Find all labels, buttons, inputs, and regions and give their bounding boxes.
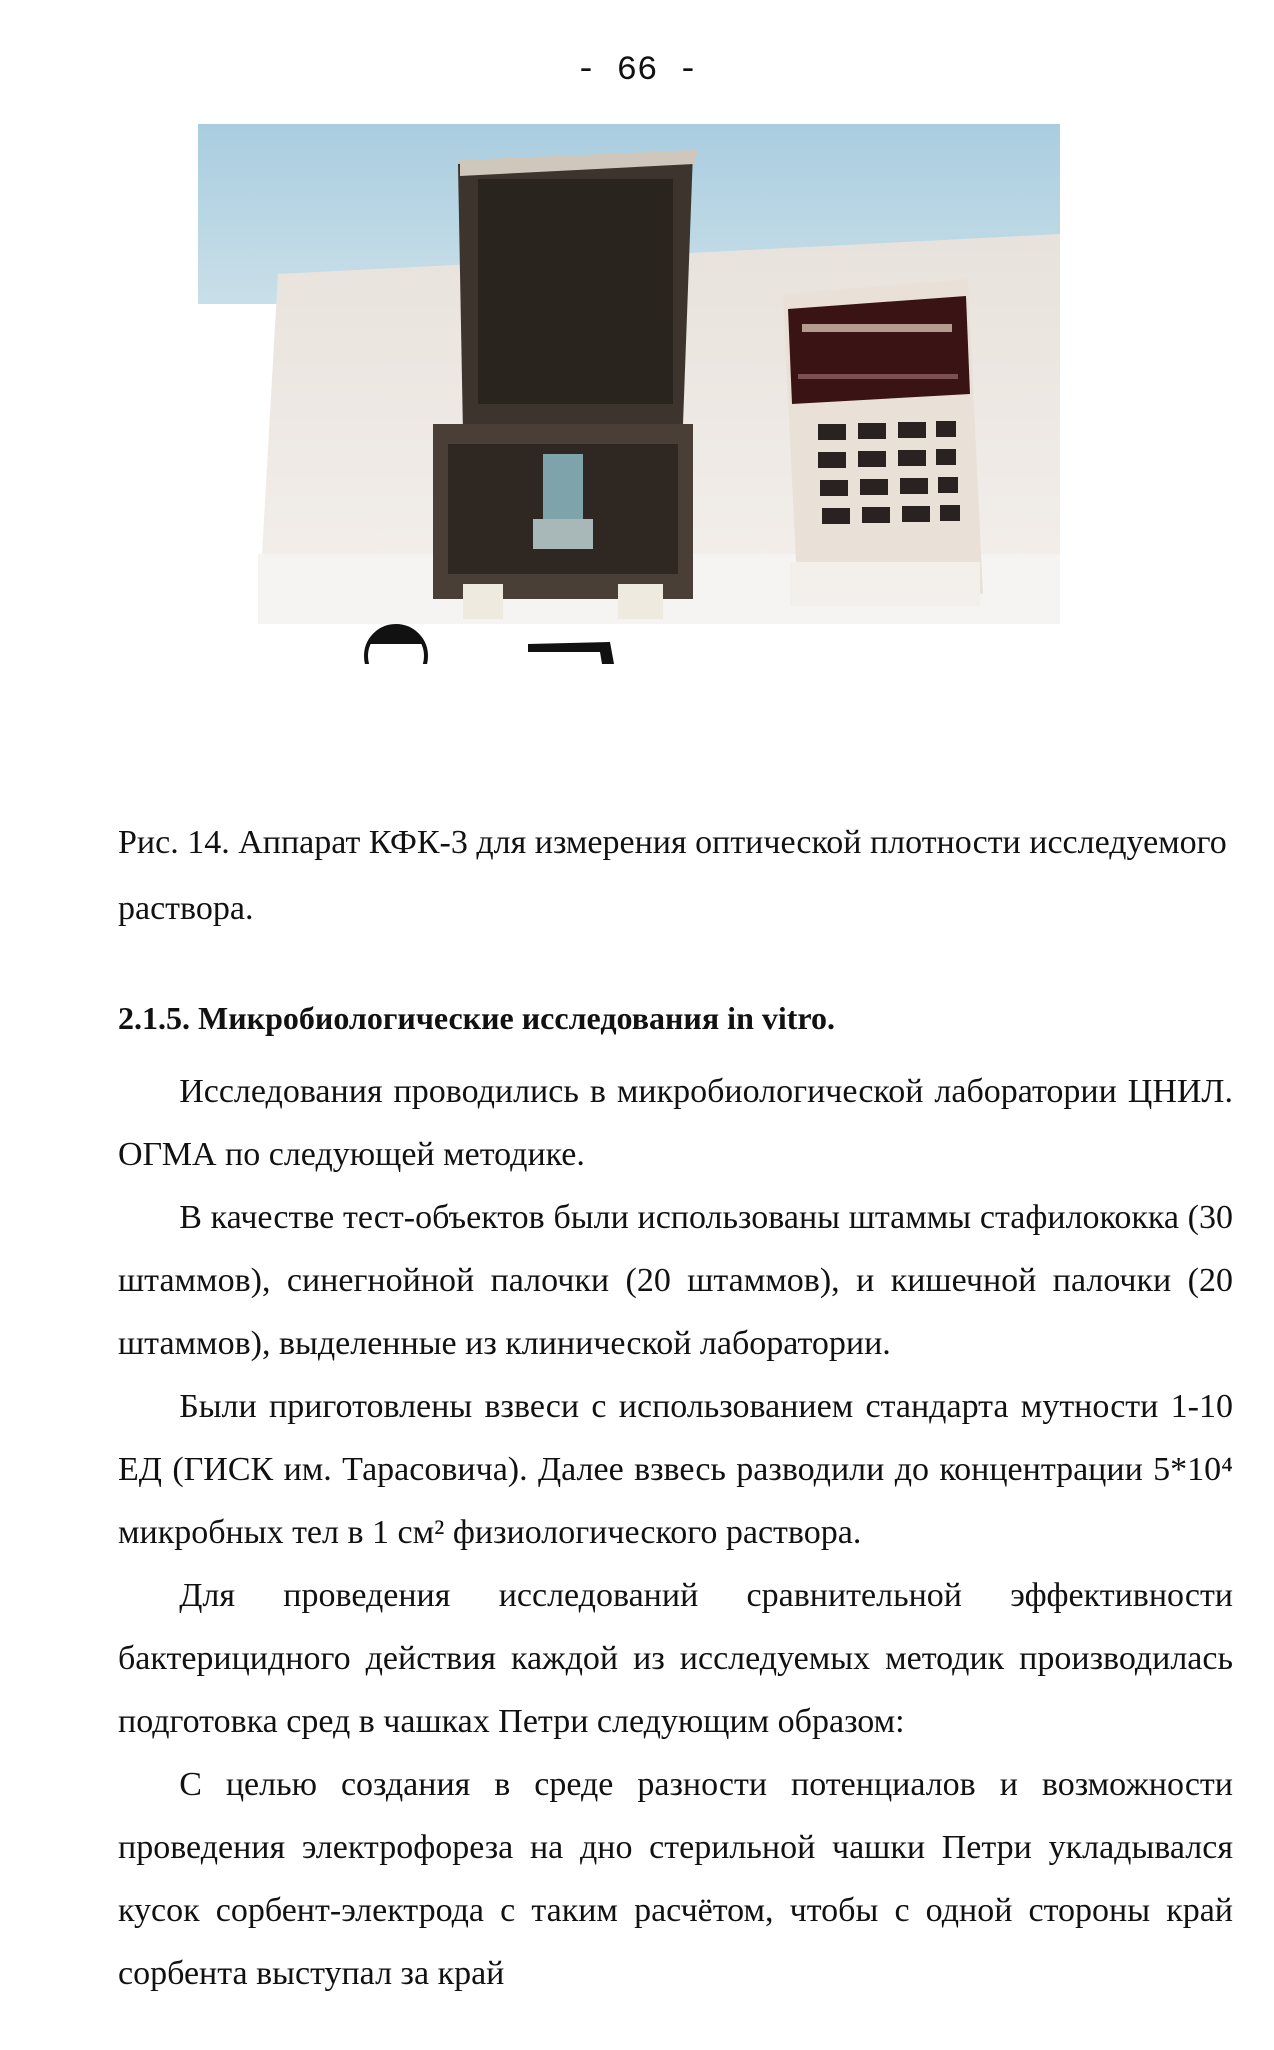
figure-caption: Рис. 14. Аппарат КФК-3 для измерения оптической плотности исследуемого раствора. (118, 824, 1227, 927)
page-number: - 66 - (575, 52, 699, 90)
paragraph: В качестве тест-объектов были использованы штаммы стафилококка (30 штаммов), синегнойной палочки (20 штаммов), и кишечной палочки (20 штаммов), выделенные из клинической лаборатории. (118, 1199, 1233, 1362)
figure-photo-kfk3-device (198, 124, 1060, 664)
paragraph: Исследования проводились в микробиологической лаборатории ЦНИЛ. ОГМА по следующей методике. (118, 1073, 1233, 1173)
paragraph: Были приготовлены взвеси с использованием стандарта мутности 1-10 ЕД (ГИСК им. Тарасовича). Далее взвесь разводили до концентрации 5*10⁴ микробных тел в 1 см² физиологического раствора. (118, 1388, 1233, 1551)
body-text (118, 1060, 1233, 2005)
paragraph: С целью создания в среде разности потенциалов и возможности проведения электрофореза на дно стерильной чашки Петри укладывался кусок сорбент-электрода с таким расчётом, чтобы с одной стороны край сорбента выступал за край (118, 1766, 1233, 1992)
section-heading: 2.1.5. Микробиологические исследования in vitro. (118, 1000, 836, 1036)
paragraph: Для проведения исследований сравнительной эффективности бактерицидного действия каждой из исследуемых методик производилась подготовка сред в чашках Петри следующим образом: (118, 1577, 1233, 1740)
